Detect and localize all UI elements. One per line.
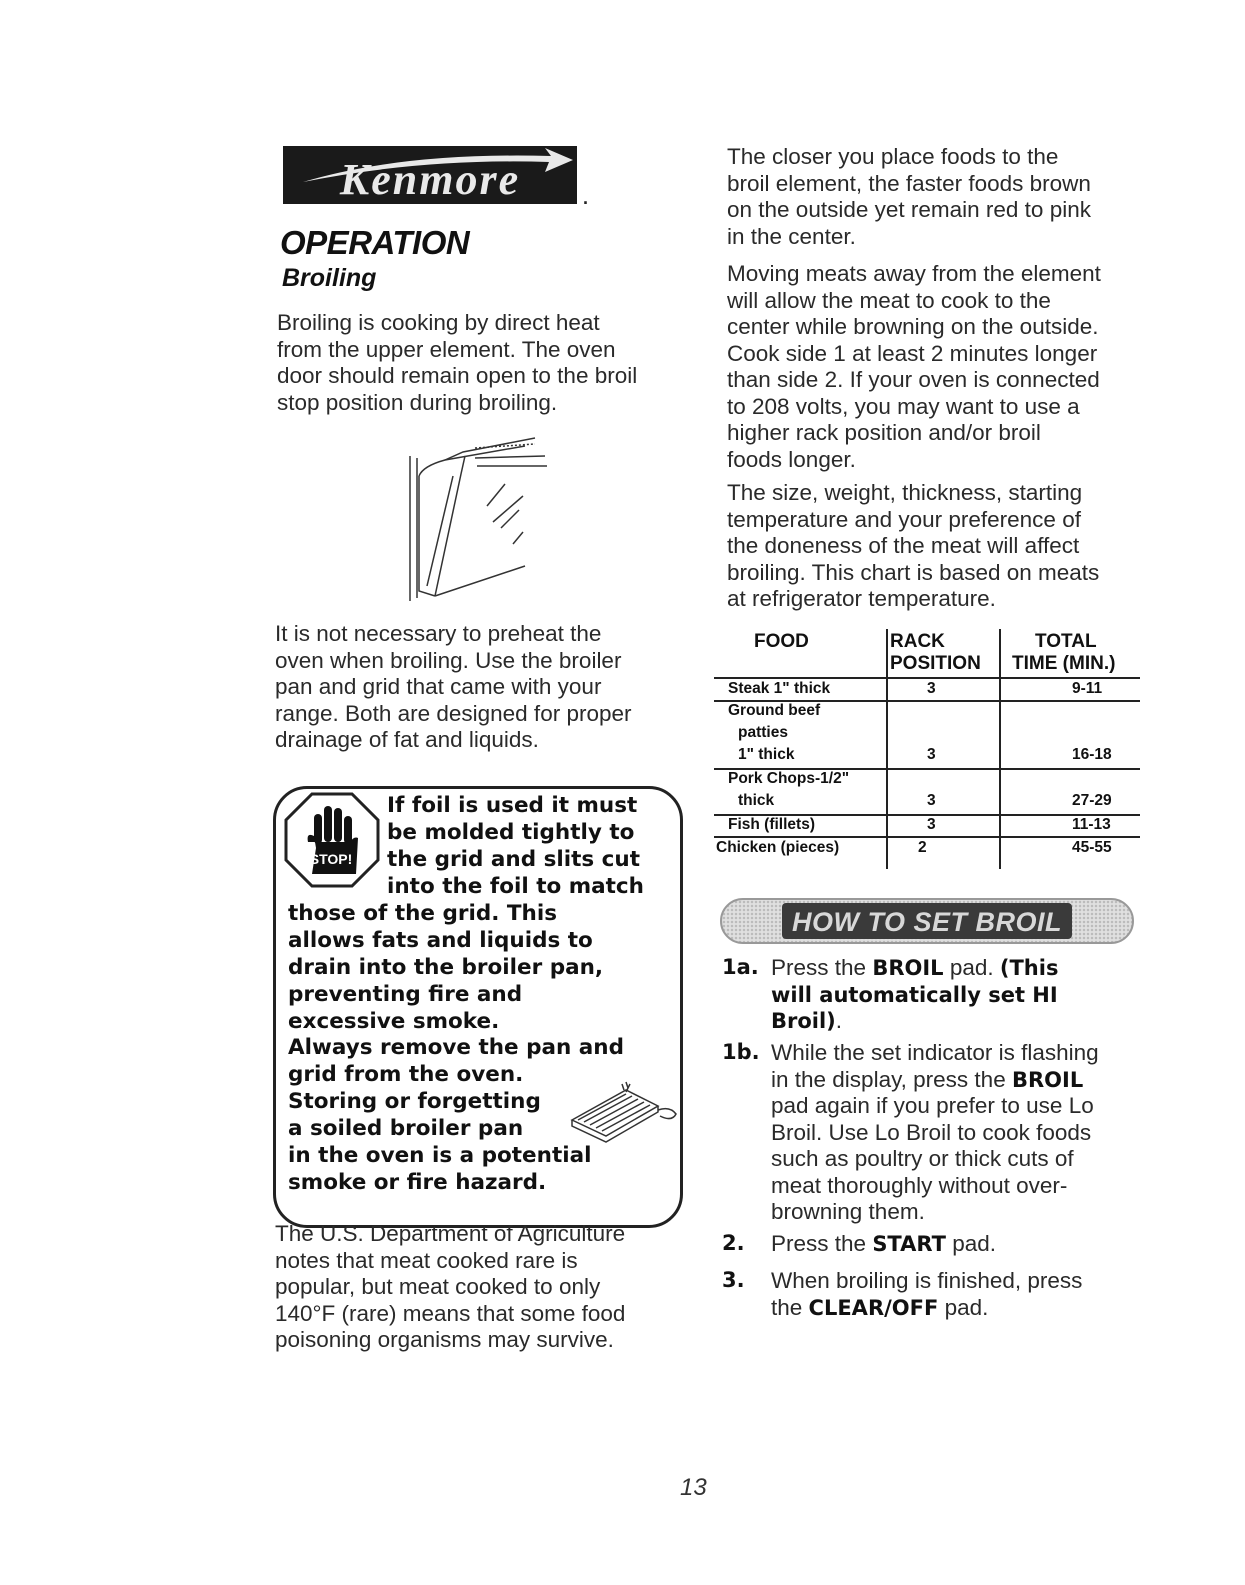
intro-line: from the upper element. The oven [277, 336, 616, 362]
text-line: on the outside yet remain red to pink [727, 197, 1091, 222]
logo-dot: . [583, 188, 589, 208]
col-header-position: POSITION [890, 653, 981, 674]
warning-line: into the foil to match [387, 874, 644, 899]
page-number: 13 [680, 1474, 707, 1501]
warning-line: If foil is used it must [387, 793, 638, 818]
col-header-time: TIME (MIN.) [1012, 653, 1116, 674]
warning-line: grid from the oven. [288, 1062, 524, 1087]
table-row-rack: 3 [927, 746, 936, 763]
table-row-rack: 2 [918, 839, 927, 856]
broil-chart-table [716, 629, 1137, 881]
usda-line: The U.S. Department of Agriculture [275, 1221, 626, 1246]
preheat-line: range. Both are designed for proper [275, 700, 632, 726]
step-key: BROIL [1011, 1067, 1084, 1092]
step-text: pad. [944, 1294, 989, 1320]
section-heading: OPERATION [280, 224, 470, 261]
kenmore-logo [283, 146, 577, 204]
table-row-food: Chicken (pieces) [716, 839, 840, 856]
step-number: 1a. [722, 955, 759, 979]
step-number: 1b. [722, 1040, 760, 1064]
warning-line: preventing fire and [288, 982, 523, 1007]
text-line: to 208 volts, you may want to use a [727, 393, 1080, 419]
step-text: While the set indicator is flashing [771, 1040, 1099, 1065]
intro-line: stop position during broiling. [277, 389, 558, 415]
table-row-rack: 3 [927, 680, 936, 697]
table-row-time: 9-11 [1072, 680, 1103, 697]
intro-line: door should remain open to the broil [277, 363, 638, 388]
table-row-food: 1" thick [738, 746, 795, 763]
oven-door-illustration [405, 436, 555, 606]
table-row-food: Fish (fillets) [728, 816, 815, 833]
closer-paragraph [727, 144, 1091, 250]
text-line: broil element, the faster foods brown [727, 170, 1091, 196]
step-text: pad. [952, 1231, 996, 1256]
warning-line: Storing or forgetting [288, 1089, 541, 1114]
text-line: at refrigerator temperature. [727, 586, 996, 611]
text-line: center while browning on the outside. [727, 314, 1099, 339]
stop-label: STOP! [309, 851, 353, 867]
broiler-pan-icon [566, 1080, 681, 1145]
warning-line: a soiled broiler pan [288, 1116, 524, 1141]
step-number: 3. [722, 1268, 745, 1292]
table-row-food: thick [738, 792, 775, 809]
step-text: Press the [771, 1231, 867, 1256]
col-header-total: TOTAL [1035, 631, 1097, 652]
step-text: browning them. [771, 1199, 925, 1224]
text-line: Cook side 1 at least 2 minutes longer [727, 340, 1098, 366]
step-text: meat thoroughly without over- [771, 1172, 1068, 1198]
usda-line: poisoning organisms may survive. [275, 1327, 614, 1352]
usda-paragraph [275, 1221, 625, 1354]
usda-line: notes that meat cooked rare is [275, 1247, 578, 1273]
moving-meats-paragraph [727, 261, 1101, 473]
usda-line: popular, but meat cooked to only [275, 1274, 601, 1299]
step-1b [771, 1040, 1131, 1226]
preheat-line: pan and grid that came with your [275, 674, 602, 699]
warning-line: drain into the broiler pan, [288, 955, 604, 980]
step-key: BROIL [872, 956, 944, 980]
step-text: pad again if you prefer to use Lo [771, 1093, 1094, 1118]
warning-line: Always remove the pan and [288, 1035, 625, 1060]
step-number: 2. [722, 1231, 745, 1255]
table-row-time: 11-13 [1072, 816, 1111, 833]
col-header-food: FOOD [754, 631, 809, 652]
text-line: than side 2. If your oven is connected [727, 367, 1100, 392]
step-text: When broiling is finished, press [771, 1268, 1083, 1293]
step-key: START [872, 1232, 946, 1256]
step-key: will automatically set HI [771, 982, 1058, 1007]
warning-top [387, 792, 644, 900]
step-2 [771, 1231, 996, 1258]
warning-line: in the oven is a potential [288, 1143, 592, 1168]
step-text: pad. [949, 955, 994, 980]
banner-title: HOW TO SET BROIL [792, 907, 1062, 937]
text-line: temperature and your preference of [727, 506, 1081, 532]
step-key: (This [999, 956, 1059, 980]
text-line: will allow the meat to cook to the [727, 287, 1051, 313]
table-row-rack: 3 [927, 792, 936, 809]
intro-line: Broiling is cooking by direct heat [277, 310, 600, 335]
warning-middle [288, 900, 603, 1035]
text-line: The closer you place foods to the [727, 144, 1059, 169]
table-row-food: Steak 1" thick [728, 680, 831, 697]
step-text: Press the [771, 955, 867, 980]
preheat-line: drainage of fat and liquids. [275, 727, 539, 752]
table-row-time: 16-18 [1072, 746, 1112, 763]
how-to-set-broil-banner [720, 898, 1134, 944]
usda-line: 140°F (rare) means that some food [275, 1300, 626, 1326]
text-line: The size, weight, thickness, starting [727, 480, 1083, 505]
text-line: higher rack position and/or broil [727, 420, 1041, 445]
step-text: the [771, 1294, 803, 1320]
col-header-rack: RACK [890, 631, 945, 652]
text-line: broiling. This chart is based on meats [727, 559, 1100, 585]
logo-text: Kenmore [339, 155, 521, 204]
text-line: the doneness of the meat will affect [727, 533, 1080, 558]
step-3 [771, 1268, 1082, 1321]
warning-line: be molded tightly to [387, 820, 635, 845]
warning-line: smoke or fire hazard. [288, 1170, 547, 1195]
intro-paragraph [277, 310, 637, 416]
text-line: in the center. [727, 223, 856, 249]
preheat-line: It is not necessary to preheat the [275, 621, 602, 646]
preheat-line: oven when broiling. Use the broiler [275, 647, 622, 673]
step-key: CLEAR/OFF [808, 1295, 939, 1320]
text-line: Moving meats away from the element [727, 261, 1101, 286]
table-row-food: patties [738, 724, 788, 741]
step-text: Broil. Use Lo Broil to cook foods [771, 1119, 1092, 1145]
step-1a [771, 955, 1131, 1035]
step-text: in the display, press the [771, 1066, 1006, 1092]
table-row-time: 45-55 [1072, 839, 1112, 856]
chart-basis-paragraph [727, 480, 1099, 613]
warning-line: excessive smoke. [288, 1009, 500, 1034]
subsection-heading: Broiling [282, 264, 377, 292]
table-row-food: Pork Chops-1/2" [728, 770, 850, 787]
table-row-food: Ground beef [728, 702, 821, 719]
step-text: . [835, 1008, 843, 1033]
warning-line: allows fats and liquids to [288, 928, 593, 953]
table-row-rack: 3 [927, 816, 936, 833]
preheat-paragraph [275, 621, 631, 754]
step-text: such as poultry or thick cuts of [771, 1146, 1074, 1171]
stop-hand-icon [284, 792, 380, 888]
step-key: Broil) [771, 1009, 836, 1033]
text-line: foods longer. [727, 446, 856, 472]
table-row-time: 27-29 [1072, 792, 1112, 809]
warning-line: those of the grid. This [288, 901, 558, 926]
warning-line: the grid and slits cut [387, 847, 641, 872]
